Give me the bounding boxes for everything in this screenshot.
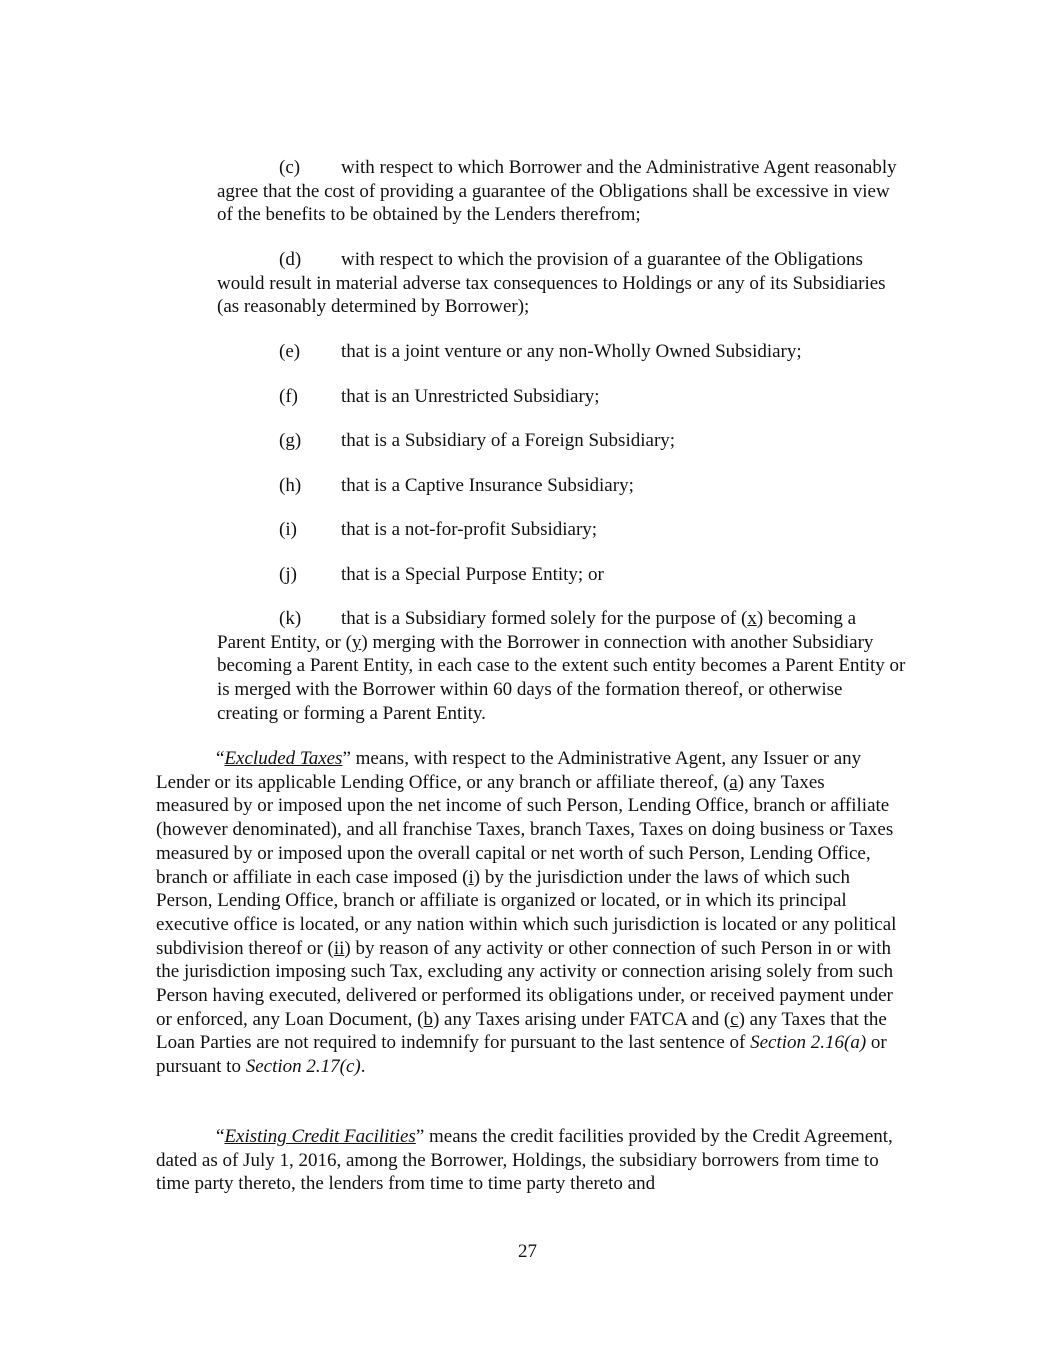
clause-e	[217, 340, 907, 364]
clause-label: (g)	[279, 430, 302, 451]
clause-text: that is an Unrestricted Subsidiary;	[341, 386, 600, 407]
clause-k	[217, 607, 907, 726]
definition-existing-credit-facilities	[156, 1125, 901, 1196]
clause-text: that is a not-for-profit Subsidiary;	[341, 519, 598, 540]
section-reference: Section 2.16(a)	[750, 1032, 867, 1054]
clause-marker: c	[730, 1008, 739, 1030]
clause-text: that is a Captive Insurance Subsidiary;	[341, 475, 634, 496]
clause-text: that is a Subsidiary of a Foreign Subsidiary;	[341, 430, 676, 451]
clause-marker: b	[423, 1008, 433, 1030]
clause-j	[217, 563, 907, 587]
definition-text: ) any Taxes measured by or imposed upon the net income of such Person, Lending Office, branch or affiliate (however denominated), and all franchise Taxes, branch Taxes, Taxes on doing business or Taxes measured by or imposed upon the overall capital or net worth of such Person, Lending Office, branch or affiliate in each case imposed (	[156, 771, 894, 888]
definition-text: ) any Taxes that the Loan Parties are not required to indemnify for pursuant to the last sentence of	[156, 1008, 887, 1054]
clause-d	[217, 248, 907, 319]
definition-text: or pursuant to	[156, 1032, 887, 1078]
close-quote: ”	[415, 1126, 425, 1147]
clause-text: ) becoming a Parent Entity, or (	[217, 608, 856, 653]
clause-label: (k)	[279, 608, 302, 629]
clause-marker: a	[729, 771, 738, 793]
clause-marker: ii	[333, 937, 345, 959]
defined-term: Excluded Taxes	[224, 748, 343, 769]
section-reference: Section 2.17(c)	[245, 1056, 361, 1078]
clause-marker: y	[351, 631, 362, 653]
open-quote: “	[216, 748, 225, 769]
definition-text: means the credit facilities provided by the Credit Agreement, dated as of July 1, 2016, among the Borrower, Holdings, the subsidiary borrowers from time to time party thereto, the lenders from time to time party thereto and	[156, 1126, 893, 1195]
clause-label: (f)	[279, 386, 298, 407]
clause-text: that is a joint venture or any non-Wholly Owned Subsidiary;	[341, 341, 802, 362]
definition-text: .	[360, 1056, 366, 1078]
clause-text: with respect to which the provision of a guarantee of the Obligations would result in material adverse tax consequences to Holdings or any of its Subsidiaries (as reasonably determined by Borrower);	[217, 249, 886, 318]
clause-g	[217, 429, 907, 453]
close-quote: ”	[342, 748, 351, 769]
definition-excluded-taxes	[156, 747, 901, 1079]
defined-term: Existing Credit Facilities	[224, 1126, 416, 1147]
clause-marker: x	[747, 608, 757, 629]
clause-label: (c)	[279, 157, 301, 178]
clause-label: (i)	[279, 519, 297, 540]
clause-i	[217, 518, 907, 542]
definition-text: ) by the jurisdiction under the laws of which such Person, Lending Office, branch or affiliate is organized or located, or in which its principal executive office is located, or any nation within which such jurisdiction is located or any political subdivision thereof or (	[156, 866, 897, 959]
definition-text: ) any Taxes arising under FATCA and (	[432, 1008, 731, 1030]
clause-label: (h)	[279, 475, 302, 496]
clause-c	[217, 156, 907, 227]
clause-f	[217, 385, 907, 409]
definition-text: ) by reason of any activity or other connection of such Person in or with the jurisdiction imposing such Tax, excluding any activity or connection arising solely from such Person having executed, delivered or performed its obligations under, or received payment under or enforced, any Loan Document, (	[156, 937, 894, 1030]
clause-h	[217, 474, 907, 498]
clause-text: with respect to which Borrower and the Administrative Agent reasonably agree that the cost of providing a guarantee of the Obligations shall be excessive in view of the benefits to be obtained by the Lenders therefrom;	[217, 157, 897, 226]
clause-text: ) merging with the Borrower in connection with another Subsidiary becoming a Parent Entity, in each case to the extent such entity becomes a Parent Entity or is merged with the Borrower within 60 days of the formation thereof, or otherwise creating or forming a Parent Entity.	[217, 631, 906, 724]
clause-label: (e)	[279, 341, 301, 362]
page-number: 27	[518, 1241, 537, 1262]
definition-text: means, with respect to the Administrative Agent, any Issuer or any Lender or its applicable Lending Office, or any branch or affiliate thereof, (	[156, 748, 862, 793]
clause-text: that is a Subsidiary formed solely for the purpose of (	[341, 608, 748, 629]
clause-label: (j)	[279, 564, 297, 585]
clause-text: that is a Special Purpose Entity; or	[341, 564, 604, 585]
clause-marker: i	[468, 866, 474, 888]
open-quote: “	[216, 1126, 225, 1147]
clause-label: (d)	[279, 249, 302, 270]
